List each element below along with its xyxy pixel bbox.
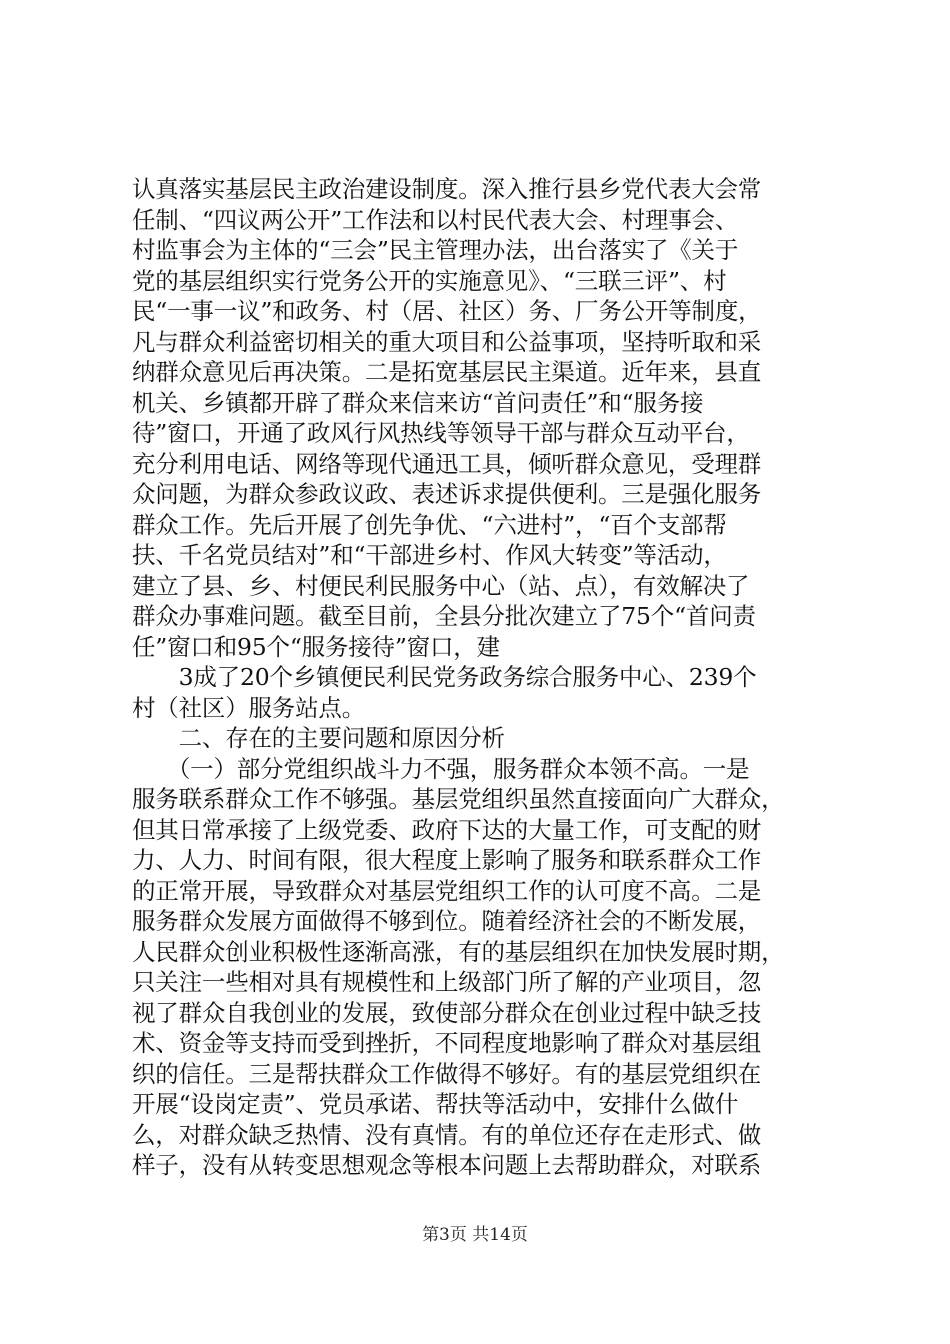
text-line: 扶、千名党员结对”和“干部进乡村、作风大转变”等活动， — [132, 541, 727, 569]
text-line: 任”窗口和95个“服务接待”窗口，建 — [132, 632, 500, 661]
text-line: 待”窗口，开通了政风行风热线等领导干部与群众互动平台， — [132, 419, 750, 447]
body-text — [132, 174, 832, 1181]
text-line: 术、资金等支持而受到挫折，不同程度地影响了群众对基层组 — [132, 1029, 762, 1057]
text-line: 3成了20个乡镇便民利民党务政务综合服务中心、239个 — [132, 663, 757, 691]
text-line: 建立了县、乡、村便民利民服务中心（站、点），有效解决了 — [132, 571, 750, 600]
text-line: 村监事会为主体的“三会”民主管理办法，出台落实了《关于 — [132, 236, 739, 264]
text-line: 凡与群众利益密切相关的重大项目和公益事项，坚持听取和采 — [132, 327, 762, 356]
text-line: 但其日常承接了上级党委、政府下达的大量工作，可支配的财 — [132, 815, 762, 844]
text-line: 群众工作。先后开展了创先争优、“六进村”，“百个支部帮 — [132, 510, 727, 539]
text-line: 机关、乡镇都开辟了群众来信来访“首问责任”和“服务接 — [132, 388, 704, 417]
text-line: 力、人力、时间有限，很大程度上影响了服务和联系群众工作 — [132, 846, 762, 874]
text-line: 视了群众自我创业的发展，致使部分群众在创业过程中缺乏技 — [132, 998, 762, 1027]
text-line: 众问题，为群众参政议政、表述诉求提供便利。三是强化服务 — [132, 480, 762, 508]
text-line: 纳群众意见后再决策。二是拓宽基层民主渠道。近年来，县直 — [132, 358, 762, 386]
text-line: 服务群众发展方面做得不够到位。随着经济社会的不断发展， — [132, 907, 762, 935]
text-line: 的正常开展，导致群众对基层党组织工作的认可度不高。二是 — [132, 876, 762, 905]
text-line: 人民群众创业积极性逐渐高涨，有的基层组织在加快发展时期， — [132, 937, 785, 966]
text-line: 村（社区）服务站点。 — [132, 693, 365, 722]
text-line: 认真落实基层民主政治建设制度。深入推行县乡党代表大会常 — [132, 175, 762, 203]
text-line: 服务联系群众工作不够强。基层党组织虽然直接面向广大群众， — [132, 785, 785, 813]
text-line: 任制、“四议两公开”工作法和以村民代表大会、村理事会、 — [132, 205, 739, 234]
text-line: 么，对群众缺乏热情、没有真情。有的单位还存在走形式、做 — [132, 1120, 762, 1149]
text-line: （一）部分党组织战斗力不强，服务群众本领不高。一是 — [132, 754, 750, 783]
page-number-footer: 第3页 共14页 — [422, 1225, 528, 1245]
text-line: 样子，没有从转变思想观念等根本问题上去帮助群众，对联系 — [132, 1151, 762, 1179]
section-heading: 二、存在的主要问题和原因分析 — [132, 724, 505, 752]
text-line: 织的信任。三是帮扶群众工作做得不够好。有的基层党组织在 — [132, 1059, 762, 1088]
text-line: 开展“设岗定责”、党员承诺、帮扶等活动中，安排什么做什 — [132, 1090, 739, 1118]
text-line: 只关注一些相对具有规模性和上级部门所了解的产业项目，忽 — [132, 968, 762, 996]
text-line: 党的基层组织实行党务公开的实施意见》、“三联三评”、村 — [132, 266, 727, 295]
text-line: 民“一事一议”和政务、村（居、社区）务、厂务公开等制度， — [132, 297, 762, 325]
text-line: 群众办事难问题。截至目前，全县分批次建立了75个“首问责 — [132, 602, 756, 630]
text-line: 充分利用电话、网络等现代通迅工具，倾听群众意见，受理群 — [132, 449, 762, 478]
